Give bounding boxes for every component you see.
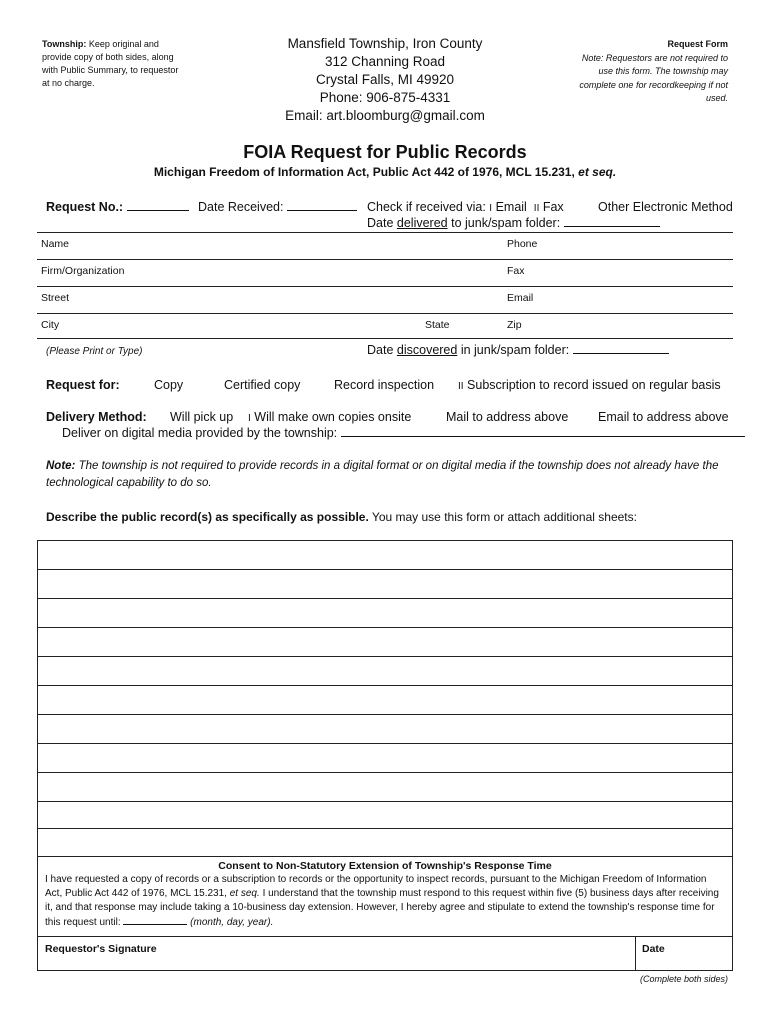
email-delivery-option[interactable]: Email to address above <box>598 410 729 424</box>
signature-label: Requestor's Signature <box>45 943 157 955</box>
signature-divider <box>635 937 636 971</box>
certified-copy-option[interactable]: Certified copy <box>224 378 301 392</box>
subscription-option[interactable] <box>458 378 721 392</box>
request-number-label: Request No.: <box>46 200 124 214</box>
fax-label: Fax <box>507 265 525 277</box>
description-line <box>38 801 732 802</box>
junk-folder-label: to junk/spam folder: <box>451 216 561 230</box>
digital-media-line[interactable] <box>341 426 745 437</box>
signature-row <box>38 936 732 970</box>
consent-section <box>37 856 733 971</box>
other-electronic-option[interactable] <box>598 200 733 214</box>
email-option-label: Email <box>495 200 527 214</box>
name-label: Name <box>41 238 70 250</box>
date-discovered-field[interactable] <box>367 343 669 357</box>
onsite-label: Will make own copies onsite <box>254 410 412 424</box>
firm-row[interactable] <box>37 260 733 287</box>
consent-body-3: (month, day, year). <box>190 917 274 928</box>
request-form-note <box>578 38 728 106</box>
address-line-5: Email: art.bloomburg@gmail.com <box>285 108 485 123</box>
description-line <box>38 714 732 715</box>
description-line <box>38 772 732 773</box>
consent-body-2: I understand that the township must respond to this request within five (5) business days after receiving it, and that response may include taking a 10-business day extension. However, I hereby agree and stipulate to extend the township's response time for this request until: <box>45 888 719 928</box>
zip-label: Zip <box>507 319 522 331</box>
consent-body <box>45 873 725 930</box>
address-line-3: Crystal Falls, MI 49920 <box>315 72 455 87</box>
description-line <box>38 685 732 686</box>
copy-option[interactable]: Copy <box>154 378 184 392</box>
extension-date-line[interactable] <box>123 915 187 925</box>
request-form-note-text: Note: Requestors are not required to use this form. The township may complete one for recordkeeping if not used. <box>579 52 728 103</box>
subtitle-italic: et seq. <box>578 165 617 179</box>
mail-option[interactable]: Mail to address above <box>446 410 569 424</box>
date-received-line[interactable] <box>287 200 357 211</box>
city-label: City <box>41 319 60 331</box>
other-electronic-label: Other Electronic Method <box>598 200 733 214</box>
firm-label: Firm/Organization <box>41 265 125 277</box>
email-checkbox[interactable]: I <box>489 203 493 214</box>
subtitle-main: Michigan Freedom of Information Act, Public Act 442 of 1976, MCL 15.231, <box>153 165 575 179</box>
describe-bold: Describe the public record(s) as specifically as possible. <box>46 510 369 524</box>
date-delivered-word: Date <box>367 216 394 230</box>
consent-body-italic: et seq. <box>229 888 260 899</box>
fax-option-label: Fax <box>542 200 564 214</box>
print-note: (Please Print or Type) <box>46 346 143 357</box>
fax-checkbox[interactable]: I <box>533 203 537 214</box>
consent-title: Consent to Non-Statutory Extension of Township's Response Time <box>218 860 552 872</box>
date-received-field[interactable] <box>198 200 357 214</box>
description-line <box>38 743 732 744</box>
delivery-method-label: Delivery Method: <box>46 410 147 424</box>
digital-media-field[interactable] <box>62 426 745 440</box>
discovered-date-word: Date <box>367 343 394 357</box>
date-discovered-line[interactable] <box>573 343 669 354</box>
street-label: Street <box>41 292 70 304</box>
description-line <box>38 828 732 829</box>
subscription-label: Subscription to record issued on regular basis <box>467 378 721 392</box>
email-label: Email <box>507 292 534 304</box>
will-pick-up-option[interactable]: Will pick up <box>170 410 234 424</box>
name-row[interactable] <box>37 233 733 260</box>
address-line-4: Phone: 906-875-4331 <box>319 90 451 105</box>
onsite-checkbox[interactable]: I <box>248 413 251 424</box>
state-label: State <box>425 319 450 331</box>
phone-label: Phone <box>507 238 538 250</box>
describe-instruction <box>46 510 637 524</box>
request-for-label: Request for: <box>46 378 120 392</box>
request-form-title: Request Form <box>667 39 728 49</box>
township-note-label: Township: <box>42 39 87 49</box>
make-copies-onsite-option[interactable] <box>248 410 411 424</box>
check-received-via <box>367 200 564 214</box>
signature-date-label: Date <box>642 943 665 955</box>
page-title: FOIA Request for Public Records <box>243 142 527 162</box>
digital-note-label: Note: <box>46 460 76 472</box>
delivered-word: delivered <box>396 216 448 230</box>
request-number-field[interactable] <box>46 200 189 214</box>
address-line-2: 312 Channing Road <box>324 54 446 69</box>
digital-note <box>46 458 726 492</box>
address-line-1: Mansfield Township, Iron County <box>287 36 483 51</box>
subscription-checkbox[interactable]: I <box>458 381 461 392</box>
digital-note-text: The township is not required to provide records in a digital format or on digital media if the township does not already have the technological capability to do so. <box>46 460 719 489</box>
date-delivered-field[interactable] <box>367 216 660 230</box>
fax-checkbox-2[interactable]: I <box>536 203 540 214</box>
consent-body-1: I have requested a copy of records or a subscription to records or the opportunity to inspect records, pursuant to the Michigan Freedom of Information Act, Public Act 442 of 1976, MCL 15.231, <box>45 874 707 899</box>
request-number-line[interactable] <box>127 200 189 211</box>
records-description-box[interactable] <box>37 540 733 858</box>
complete-both-sides-note: (Complete both sides) <box>639 974 728 984</box>
date-received-label: Date Received: <box>198 200 284 214</box>
city-row[interactable] <box>37 314 733 339</box>
check-received-label: Check if received via: <box>367 200 486 214</box>
township-note-text: Keep original and provide copy of both sides, along with Public Summary, to requestor at no charge. <box>42 39 179 88</box>
description-line <box>38 627 732 628</box>
describe-normal: You may use this form or attach additional sheets: <box>371 510 637 524</box>
subscription-checkbox-2[interactable]: I <box>460 381 464 392</box>
date-delivered-line[interactable] <box>564 216 660 227</box>
discovered-suffix: in junk/spam folder: <box>460 343 570 357</box>
description-line <box>38 598 732 599</box>
street-row[interactable] <box>37 287 733 314</box>
description-line <box>38 569 732 570</box>
discovered-word: discovered <box>396 343 458 357</box>
requestor-info-table <box>37 232 733 339</box>
digital-media-label: Deliver on digital media provided by the township: <box>62 426 338 440</box>
record-inspection-option[interactable]: Record inspection <box>334 378 435 392</box>
page-subtitle <box>0 165 770 179</box>
description-line <box>38 656 732 657</box>
